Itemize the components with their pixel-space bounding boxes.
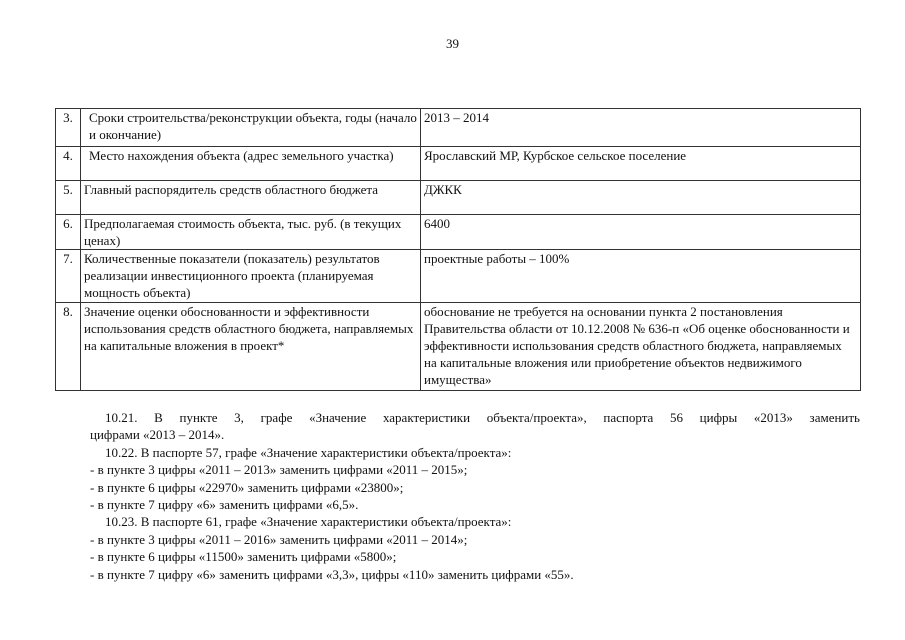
row-label: Место нахождения объекта (адрес земельного участка) [81, 147, 421, 181]
row-value: проектные работы – 100% [421, 250, 861, 303]
page-number: 39 [446, 36, 459, 51]
list-item: - в пункте 3 цифры «2011 – 2016» заменить цифрами «2011 – 2014»; [90, 531, 468, 547]
row-number: 4. [56, 147, 81, 181]
paragraph-10-23-heading: 10.23. В паспорте 61, графе «Значение характеристики объекта/проекта»: [105, 514, 512, 530]
row-number: 5. [56, 181, 81, 215]
table-row [56, 109, 861, 147]
list-item: - в пункте 3 цифры «2011 – 2013» заменить цифрами «2011 – 2015»; [90, 462, 468, 478]
list-item: - в пункте 7 цифру «6» заменить цифрами «3,3», цифры «110» заменить цифрами «55». [90, 566, 574, 582]
row-value: Ярославский МР, Курбское сельское поселение [421, 147, 861, 181]
table-row [56, 147, 861, 181]
table-row [56, 303, 861, 391]
table-row [56, 250, 861, 303]
row-label: Количественные показатели (показатель) результатов реализации инвестиционного проекта (планируемая мощность объекта) [81, 250, 421, 303]
list-item: - в пункте 6 цифры «11500» заменить цифрами «5800»; [90, 549, 397, 565]
row-value: 6400 [421, 215, 861, 250]
row-label: Предполагаемая стоимость объекта, тыс. руб. (в текущих ценах) [81, 215, 421, 250]
amendments-text [90, 409, 860, 583]
row-value: 2013 – 2014 [421, 109, 861, 147]
row-number: 3. [56, 109, 81, 147]
paragraph-10-21-line1: 10.21. В пункте 3, графе «Значение характеристики объекта/проекта», паспорта 56 цифры «2013» заменить [105, 410, 860, 425]
list-item: - в пункте 6 цифры «22970» заменить цифрами «23800»; [90, 479, 404, 495]
table-row [56, 181, 861, 215]
row-label: Сроки строительства/реконструкции объекта, годы (начало и окончание) [81, 109, 421, 147]
table-row [56, 215, 861, 250]
object-characteristics-table [55, 108, 861, 391]
row-value: обоснование не требуется на основании пункта 2 постановления Правительства области от 10.12.2008 № 636-п «Об оценке обоснованности и эффективности использования средств областного бюджета, направляемых на капитальные вложения или приобретение объектов недвижимого имущества» [421, 303, 861, 391]
row-label: Главный распорядитель средств областного бюджета [81, 181, 421, 215]
paragraph-10-21-line2: цифрами «2013 – 2014». [90, 427, 225, 443]
paragraph-10-22-heading: 10.22. В паспорте 57, графе «Значение характеристики объекта/проекта»: [105, 444, 512, 460]
row-number: 7. [56, 250, 81, 303]
row-number: 8. [56, 303, 81, 391]
row-value: ДЖКК [421, 181, 861, 215]
row-label: Значение оценки обоснованности и эффективности использования средств областного бюджета, направляемых на капитальные вложения в проект* [81, 303, 421, 391]
list-item: - в пункте 7 цифру «6» заменить цифрами «6,5». [90, 497, 359, 513]
row-number: 6. [56, 215, 81, 250]
